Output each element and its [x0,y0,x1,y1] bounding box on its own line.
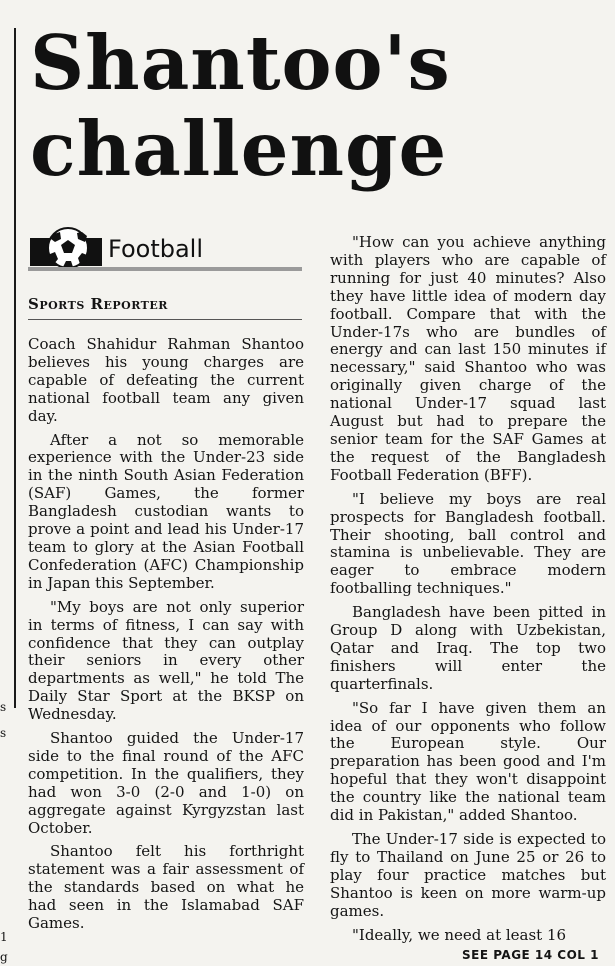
paragraph: "Ideally, we need at least 16 [352,925,567,944]
byline: Sports Reporter [28,295,168,313]
edge-fragment: s [0,700,7,714]
headline-line-2: challenge [30,105,448,193]
section-kicker [28,226,302,272]
paragraph: "So far I have given them an idea of our opponents who follow the European style. Our preparation has been good and I'm hopeful that they won't disappoint the country like the national team did in Pakistan," added Shantoo. [330,698,606,825]
continuation-jump-line: SEE PAGE 14 COL 1 [462,948,599,962]
paragraph: "How can you achieve anything with players who are capable of running for just 40 minutes? Also they have little idea of modern day football. Compare that with the Under-17s who are bundles of energy and can last 150 minutes if necessary," said Shantoo who was originally given charge of the national Under-17 squad last August but had to prepare the senior team for the SAF Games at the request of the Bangladesh Football Federation (BFF). [330,233,606,484]
section-label: Football [108,235,204,263]
byline-rule [28,319,302,320]
kicker-rule [28,267,302,271]
article-headline [30,20,610,192]
paragraph: "I believe my boys are real prospects for Bangladesh football. Their shooting, ball control and stamina is unbelievable. They are eager to embrace modern footballing techniques." [330,489,606,598]
paragraph: After a not so memorable experience with the Under-23 side in the ninth South Asian Federation (SAF) Games, the former Bangladesh custodian wants to prove a point and lead his Under-17 team to glory at the Asian Football Confederation (AFC) Championship in Japan this September. [28,430,304,592]
paragraph: Shantoo guided the Under-17 side to the final round of the AFC competition. In the qualifiers, they had won 3-0 (2-0 and 1-0) on aggregate against Kyrgyzstan last October. [28,729,304,837]
paragraph: Bangladesh have been pitted in Group D along with Uzbekistan, Qatar and Iraq. The top two finishers will enter the quarterfinals. [330,603,606,693]
paragraph: Shantoo felt his forthright statement was a fair assessment of the standards based on what he had seen in the Islamabad SAF Games. [28,842,304,933]
column-divider-rule [14,28,16,708]
paragraph: Coach Shahidur Rahman Shantoo believes his young charges are capable of defeating the current national football team any given day. [28,335,304,425]
article-column-1 [28,336,304,939]
edge-fragment: g [0,950,8,964]
soccer-ball-icon [30,226,102,270]
edge-fragment: s [0,726,7,740]
headline-line-1: Shantoo's [30,19,451,107]
edge-fragment: 1 [0,930,8,944]
paragraph: "My boys are not only superior in terms of fitness, I can say with confidence that they can outplay their seniors in every other departments as well," he told The Daily Star Sport at the BKSP on Wednesday. [28,597,304,724]
paragraph: The Under-17 side is expected to fly to Thailand on June 25 or 26 to play four practice matches but Shantoo is keen on more warm-up games. [330,830,606,920]
article-column-2 [330,234,606,950]
